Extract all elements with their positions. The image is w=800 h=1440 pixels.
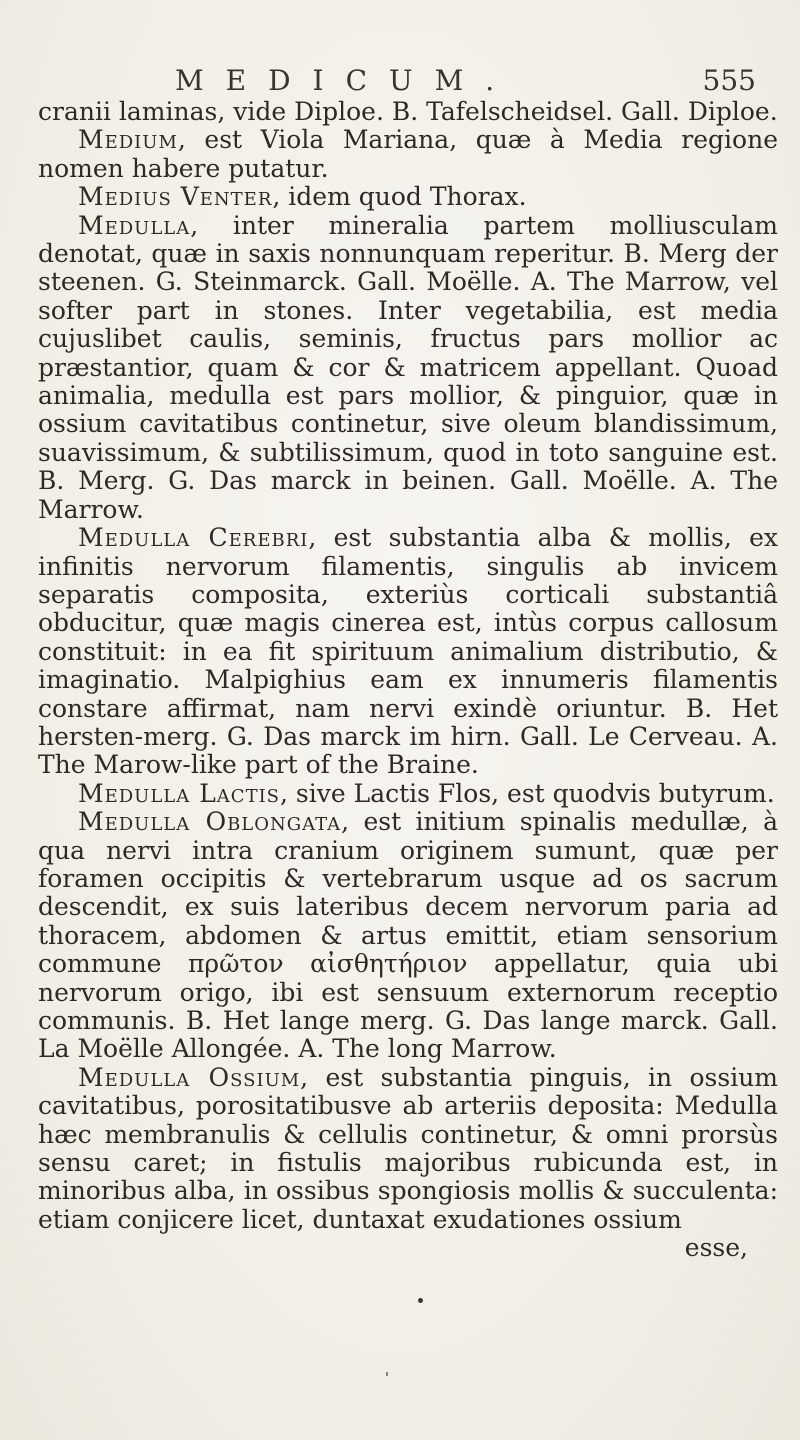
entry-definition: , est substantia alba & mollis, ex infinitis nervorum filamentis, singulis ab invicem separatis composita, exteriùs corticali substantiâ obducitur, quæ magis cinerea est, intùs corpus callosum constituit: in ea fit spirituum animalium distributio, & imaginatio. Malpighius eam ex innumeris filamentis constare affirmat, nam nervi exindè oriuntur. B. Het hersten-merg. G. Das marck im hirn. Gall. Le Cerveau. A. The Marow-like part of the Braine. [38,523,778,780]
entry-headword: Medulla Lactis [78,778,281,808]
entry-definition: , inter mineralia partem molliusculam denotat, quæ in saxis nonnunquam reperitur. B. Merg der steenen. G. Steinmarck. Gall. Moëlle. A. The Marrow, vel softer part in stones. Inter vegetabilia, est media cujuslibet caulis, seminis, fructus pars mollior ac præstantior, quam & cor & matricem appellant. Quoad animalia, medulla est pars mollior, & pinguior, quæ in ossium cavitatibus continetur, sive oleum blandissimum, suavissimum, & subtilissimum, quod in toto sanguine est. B. Merg. G. Das marck in beinen. Gall. Moëlle. A. The Marrow. [38,210,778,524]
ink-mark [386,1372,388,1376]
entry-medulla-ossium [38,1064,778,1234]
running-title: MEDICUM. [175,64,517,97]
entry-medium [38,126,778,183]
continued-entry-text: cranii laminas, vide Diploe. B. Tafelscheidsel. Gall. Diploe. [38,97,778,126]
entry-headword: Medius Venter [78,182,273,212]
entry-medulla [38,212,778,524]
dictionary-text [38,98,778,1263]
entry-definition: , idem quod Thorax. [272,182,527,212]
entry-definition: , est Viola Mariana, quæ à Media regione nomen habere putatur. [38,125,778,183]
entry-medulla-lactis [38,780,778,808]
entry-headword: Medulla Ossium [78,1062,301,1092]
entry-medulla-oblongata [38,808,778,1064]
entry-definition: , est initium spinalis medullæ, à qua nervi intra cranium originem sumunt, quæ per foramen occipitis & vertebrarum usque ad os sacrum descendit, ex suis lateribus decem nervorum paria ad thoracem, abdomen & artus emittit, etiam sensorium commune πρῶτον αἰσθητήριον appellatur, quia ubi nervorum origo, ibi est sensuum externorum receptio communis. B. Het lange merg. G. Das lange marck. Gall. La Moëlle Allongée. A. The long Marrow. [38,807,778,1064]
entry-medulla-cerebri [38,524,778,780]
page-number: 555 [702,64,756,97]
entry-headword: Medulla Oblongata [78,807,342,837]
entry-definition: , est substantia pinguis, in ossium cavitatibus, porositatibusve ab arteriis deposita: Medulla hæc membranulis & cellulis continetur, & omni prorsùs sensu caret; in fistulis majoribus rubicunda est, in minoribus alba, in ossibus spongiosis mollis & succulenta: etiam conjicere licet, duntaxat exudationes ossium [38,1062,778,1234]
entry-headword: Medulla [78,210,191,240]
entry-headword: Medulla Cerebri [78,523,309,553]
catchword: esse, [684,1233,748,1263]
entry-medius-venter [38,183,778,211]
ink-speck [418,1298,423,1303]
entry-headword: Medium [78,125,178,155]
page-header [0,58,800,98]
entry-definition: , sive Lactis Flos, est quodvis butyrum. [280,778,775,808]
